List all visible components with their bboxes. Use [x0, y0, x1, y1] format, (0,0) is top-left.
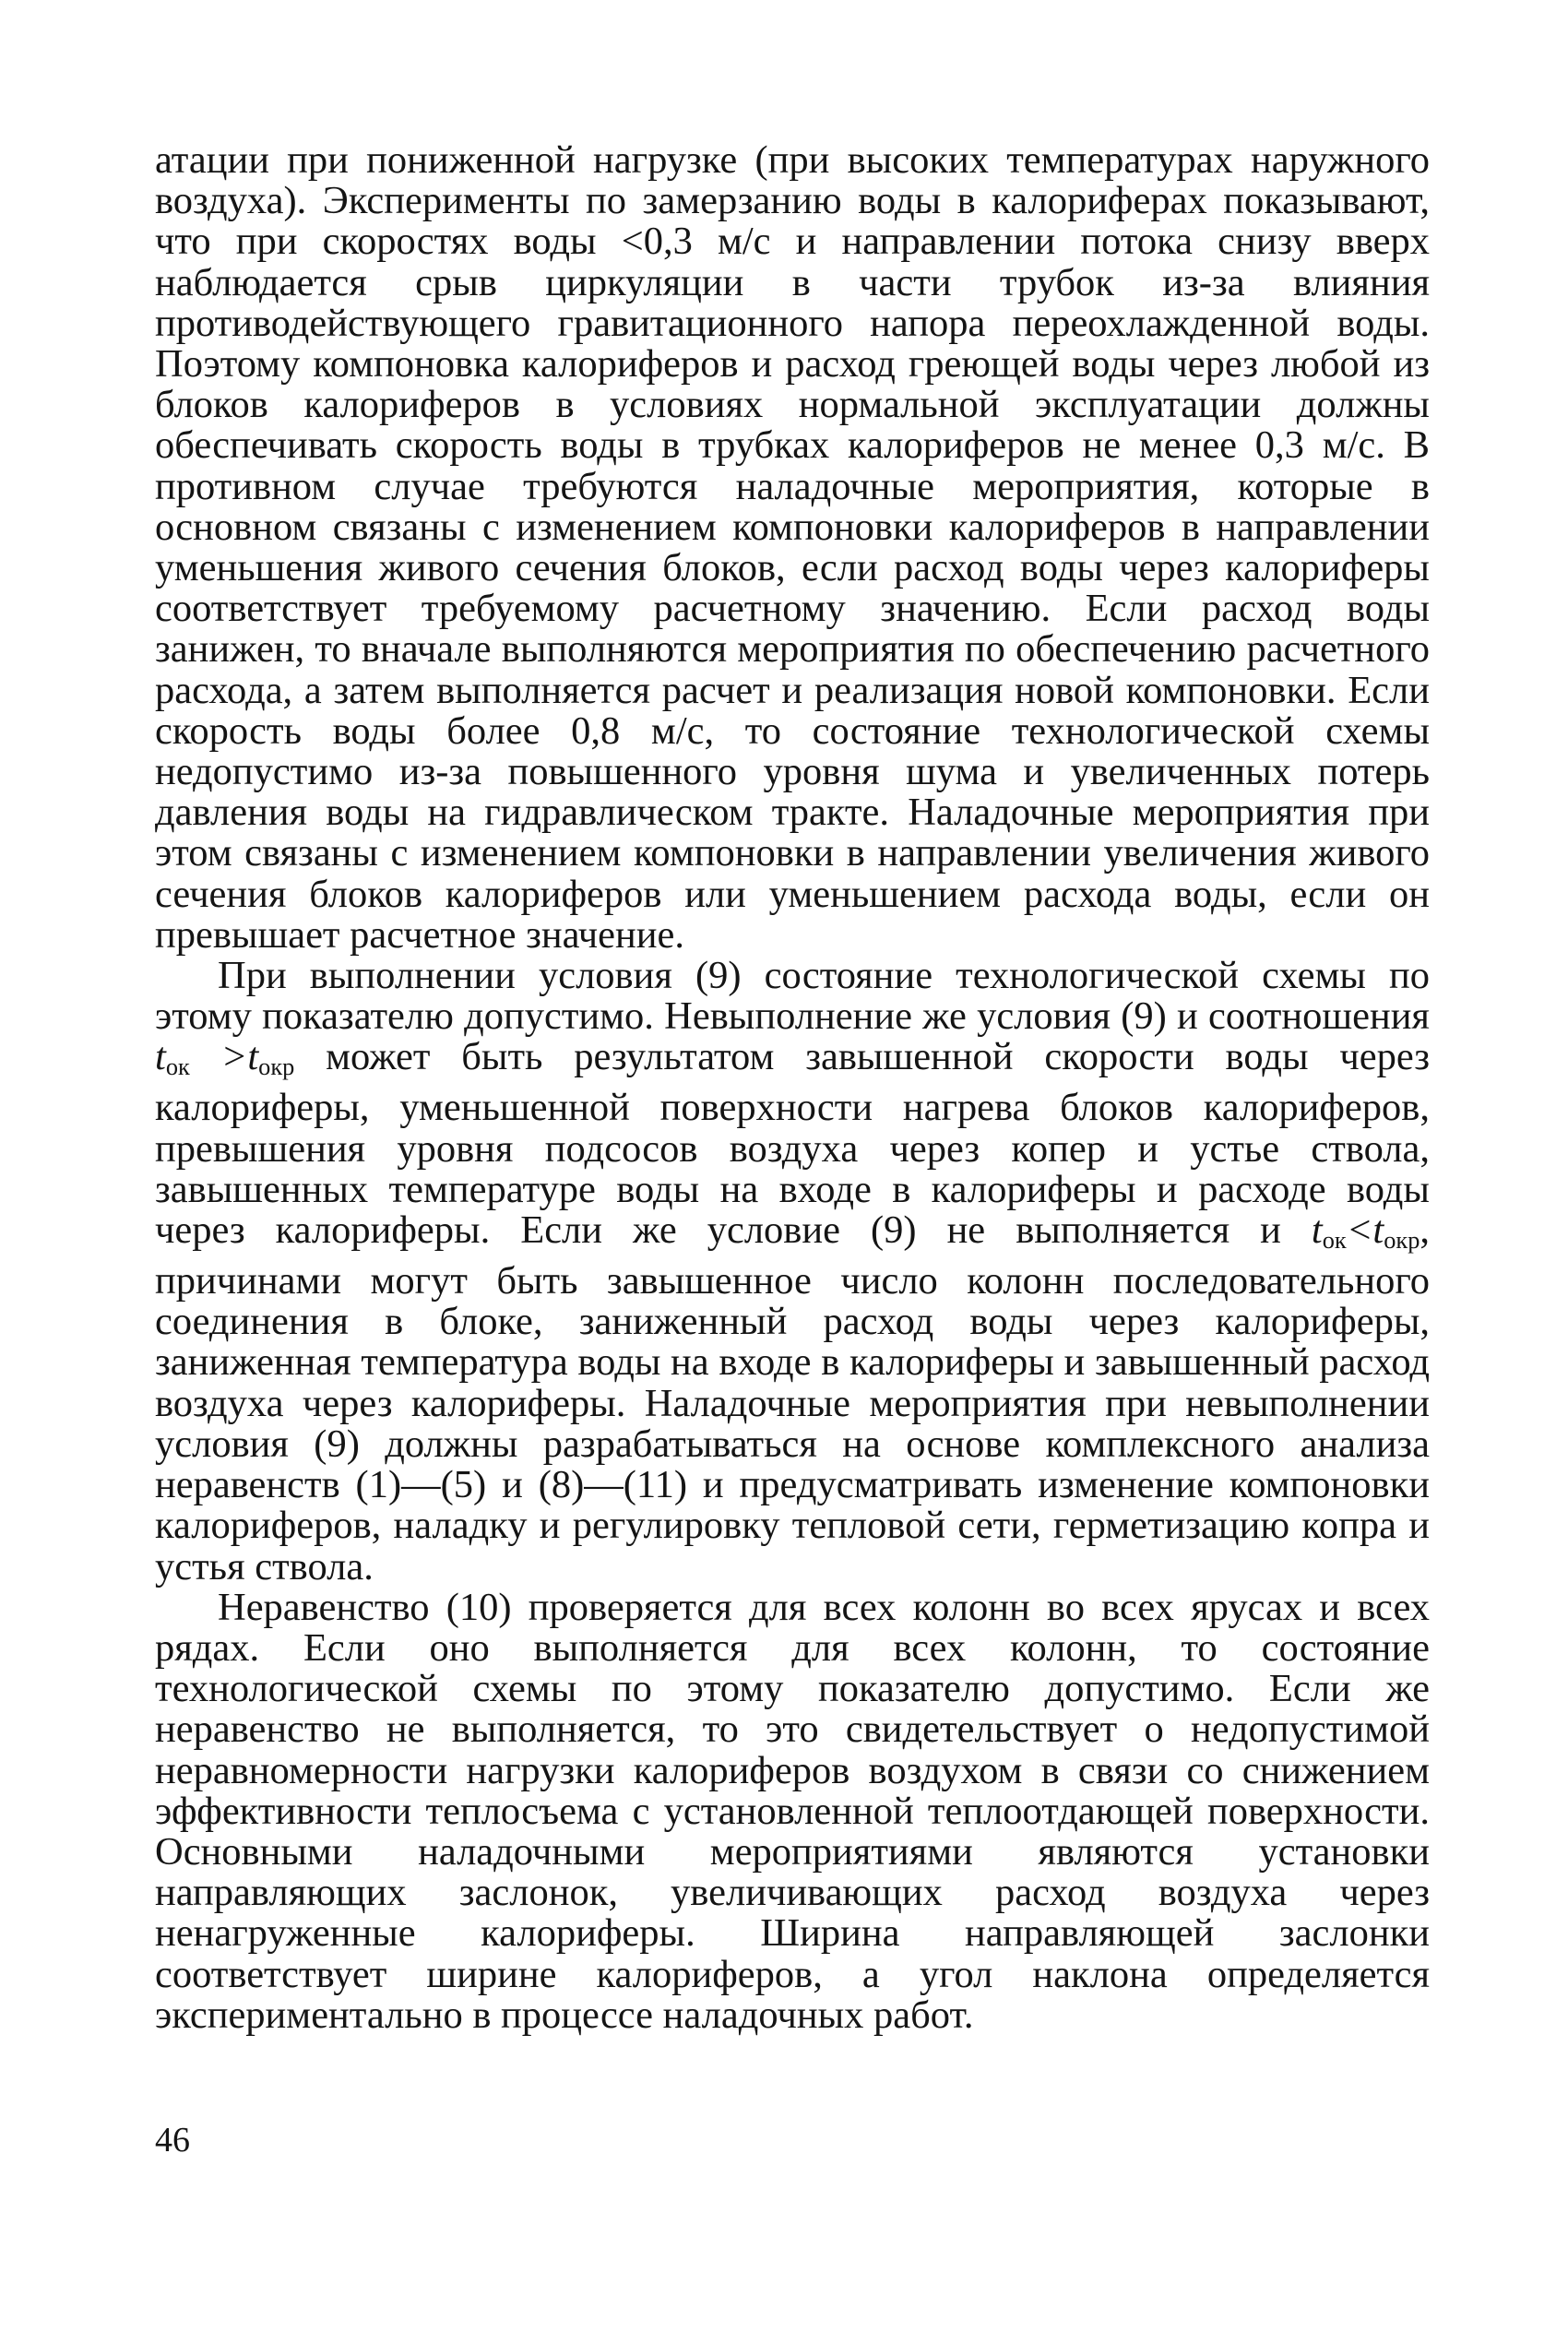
formula-1-operator: >: [220, 1035, 248, 1079]
formula-1-lhs-sub: ок: [165, 1053, 190, 1081]
page-number: 46: [155, 2121, 190, 2159]
paragraph-2-part-b: может быть результатом завышенной скорости воды через калориферы, уменьшенной поверхности нагрева блоков калориферов, превышения уровня подсосов воздуха через копер и устье ствола, завышенных температуре воды на входе в калориферы и расходе воды через калориферы. Если же условие (9) не выполняется и: [155, 1035, 1431, 1253]
formula-2-rhs: t: [1372, 1208, 1384, 1253]
paragraph-2-part-c: , причинами могут быть завышенное число колонн последовательного соединения в блоке, заниженный расход воды через калориферы, заниженная температура воды на входе в калориферы и завышенный расход воздуха через калориферы. Наладочные мероприятия при невыполнении условия (9) должны разрабатываться на основе комплексного анализа неравенств (1)—(5) и (8)—(11) и предусматривать изменение компоновки калориферов, наладку и регулировку тепловой сети, герметизацию копра и устья ствола.: [155, 1208, 1430, 1588]
formula-1-lhs: t: [155, 1035, 166, 1079]
formula-2-lhs: t: [1311, 1208, 1323, 1253]
formula-t-ok-less-t-okr: [1312, 1208, 1420, 1252]
paragraph-2-part-a: При выполнении условия (9) состояние технологической схемы по этому показателю допустимо. Невыполнение же условия (9) и соотношения: [155, 954, 1430, 1039]
formula-1-rhs-sub: окр: [258, 1053, 295, 1081]
paragraph-3: Неравенство (10) проверяется для всех колонн во всех ярусах и всех рядах. Если оно выполняется для всех колонн, то состояние технологической схемы по этому показателю допустимо. Если же неравенство не выполняется, то это свидетельствует о недопустимой неравномерности нагрузки калориферов воздухом в связи со снижением эффективности теплосъема с установленной теплоотдающей поверхности. Основными наладочными мероприятиями являются установки направляющих заслонок, увеличивающих расход воздуха через ненагруженные калориферы. Ширина направляющей заслонки соответствует ширине калориферов, а угол наклона определяется экспериментально в процессе наладочных работ.: [155, 1585, 1430, 2037]
page-body: [155, 140, 1430, 2036]
formula-1-rhs: t: [247, 1035, 259, 1079]
paragraph-1: атации при пониженной нагрузке (при высоких температурах наружного воздуха). Эксперименты по замерзанию воды в калориферах показывают, что при скоростях воды <0,3 м/с и направлении потока снизу вверх наблюдается срыв циркуляции в части трубок из-за влияния противодействующего гравитационного напора переохлажденной воды. Поэтому компоновка калориферов и расход греющей воды через любой из блоков калориферов в условиях нормальной эксплуатации должны обеспечивать скорость воды в трубках калориферов не менее 0,3 м/с. В противном случае требуются наладочные мероприятия, которые в основном связаны с изменением компоновки калориферов в направлении уменьшения живого сечения блоков, если расход воды через калориферы соответствует требуемому расчетному значению. Если расход воды занижен, то вначале выполняются мероприятия по обеспечению расчетного расхода, а затем выполняется расчет и реализация новой компоновки. Если скорость воды более 0,8 м/с, то состояние технологической схемы недопустимо из-за повышенного уровня шума и увеличенных потерь давления воды на гидравлическом тракте. Наладочные мероприятия при этом связаны с изменением компоновки в направлении увеличения живого сечения блоков калориферов или уменьшением расхода воды, если он превышает расчетное значение.: [155, 138, 1430, 957]
formula-2-lhs-sub: ок: [1322, 1226, 1347, 1254]
formula-t-ok-greater-t-okr: [155, 1035, 295, 1081]
formula-2-rhs-sub: окр: [1384, 1226, 1420, 1254]
formula-2-operator: <: [1346, 1208, 1373, 1253]
paragraph-2: [155, 956, 1430, 1588]
